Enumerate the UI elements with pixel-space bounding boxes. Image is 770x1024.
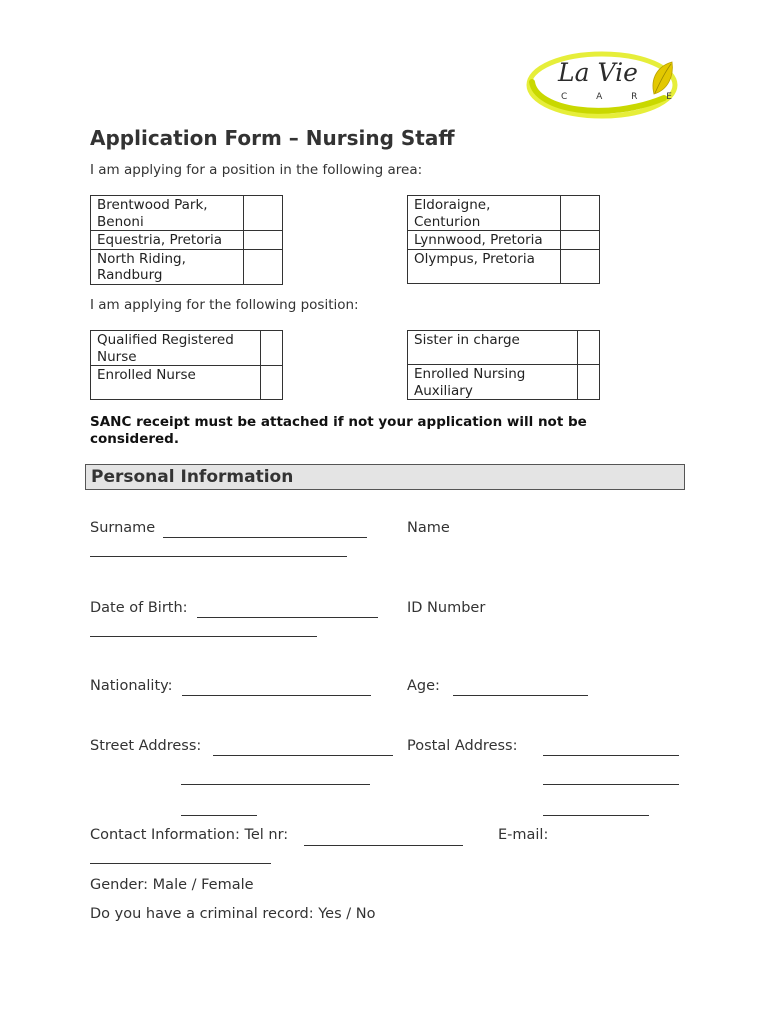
age-field[interactable] — [453, 695, 588, 696]
position-table-left — [90, 330, 283, 400]
name-label: Name — [407, 520, 450, 536]
dob-field-continued[interactable] — [90, 636, 317, 637]
street-address-line-2[interactable] — [181, 784, 370, 785]
gender-question[interactable]: Gender: Male / Female — [90, 877, 254, 893]
position-option-nursing-auxiliary: Enrolled Nursing Auxiliary — [408, 365, 578, 400]
nationality-field[interactable] — [182, 695, 371, 696]
nationality-label: Nationality: — [90, 678, 173, 694]
area-checkbox-olympus[interactable] — [561, 249, 600, 283]
sanc-notice: SANC receipt must be attached if not your application will not be considered. — [90, 414, 587, 447]
position-checkbox-sister-in-charge[interactable] — [578, 331, 600, 365]
surname-field[interactable] — [163, 537, 367, 538]
tel-field[interactable] — [304, 845, 463, 846]
position-checkbox-nursing-auxiliary[interactable] — [578, 365, 600, 400]
area-checkbox-brentwood[interactable] — [244, 196, 283, 231]
area-table-right — [407, 195, 600, 284]
position-option-registered-nurse: Qualified Registered Nurse — [91, 331, 261, 366]
postal-address-line-3[interactable] — [543, 815, 649, 816]
section-title: Personal Information — [91, 467, 294, 487]
area-checkbox-eldoraigne[interactable] — [561, 196, 600, 231]
tel-field-continued[interactable] — [90, 863, 271, 864]
area-checkbox-lynnwood[interactable] — [561, 231, 600, 250]
postal-address-line-2[interactable] — [543, 784, 679, 785]
area-option-olympus: Olympus, Pretoria — [408, 249, 561, 283]
area-option-equestria: Equestria, Pretoria — [91, 231, 244, 250]
postal-address-line-1[interactable] — [543, 755, 679, 756]
postal-address-label: Postal Address: — [407, 738, 518, 754]
position-checkbox-registered-nurse[interactable] — [261, 331, 283, 366]
area-checkbox-north-riding[interactable] — [244, 249, 283, 284]
dob-field[interactable] — [197, 617, 378, 618]
contact-label: Contact Information: Tel nr: — [90, 827, 289, 843]
area-prompt: I am applying for a position in the following area: — [90, 162, 423, 178]
email-label: E-mail: — [498, 827, 549, 843]
position-prompt: I am applying for the following position: — [90, 297, 359, 313]
area-option-eldoraigne: Eldoraigne, Centurion — [408, 196, 561, 231]
surname-label: Surname — [90, 520, 156, 536]
logo-tagline: C A R E — [561, 92, 685, 102]
personal-information-header — [85, 464, 685, 490]
la-vie-logo — [526, 50, 685, 120]
area-checkbox-equestria[interactable] — [244, 231, 283, 250]
street-address-line-3[interactable] — [181, 815, 257, 816]
position-option-sister-in-charge: Sister in charge — [408, 331, 578, 365]
position-checkbox-enrolled-nurse[interactable] — [261, 366, 283, 400]
area-option-lynnwood: Lynnwood, Pretoria — [408, 231, 561, 250]
page-title: Application Form – Nursing Staff — [90, 126, 455, 150]
street-address-line-1[interactable] — [213, 755, 393, 756]
dob-label: Date of Birth: — [90, 600, 188, 616]
position-table-right — [407, 330, 600, 400]
id-number-label: ID Number — [407, 600, 486, 616]
criminal-record-question[interactable]: Do you have a criminal record: Yes / No — [90, 906, 376, 922]
position-option-enrolled-nurse: Enrolled Nurse — [91, 366, 261, 400]
street-address-label: Street Address: — [90, 738, 202, 754]
area-option-north-riding: North Riding, Randburg — [91, 249, 244, 284]
surname-field-continued[interactable] — [90, 556, 347, 557]
area-table-left — [90, 195, 283, 285]
area-option-brentwood: Brentwood Park, Benoni — [91, 196, 244, 231]
logo-wordmark: La Vie — [558, 58, 638, 87]
age-label: Age: — [407, 678, 440, 694]
